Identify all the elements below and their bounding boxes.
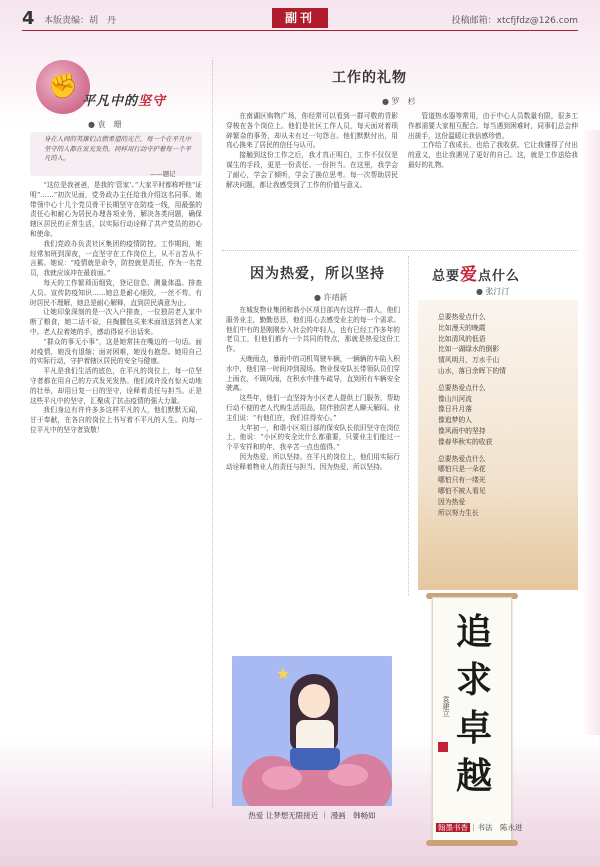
section-masthead: 副刊 — [272, 8, 328, 28]
calligraphy-signature: 袁建立 — [442, 696, 450, 717]
left-article-body — [30, 181, 202, 733]
scroll-rod-bottom — [426, 840, 518, 846]
paragraph: 让她印象深刻的是一次入户排查，一位独居老人家中断了粮食，她二话不说，自掏腰包买来米面油送到老人家中。老人拉着她的手，感动得说不出话来。 — [30, 308, 202, 336]
poem-author: ● 张汀汀 — [476, 287, 510, 296]
calligraphy-caption-tag: 翰墨书香 — [438, 823, 468, 832]
comic-illustration — [232, 656, 392, 806]
left-article-intro: 身在人间的英雄们点燃希望的光芒，每一个在平凡中坚守的人都在发光发热，同样用行动守护着每一个平凡的人。 — [44, 135, 191, 162]
love-article-body — [226, 306, 400, 648]
left-title-part2: 坚守 — [138, 94, 167, 109]
calligraphy-caption — [436, 822, 578, 833]
love-article-author: ● 许靖新 — [314, 293, 348, 302]
calligraphy-text — [452, 608, 496, 800]
poem-line: 所以努力生长 — [438, 508, 479, 517]
paragraph: 工作给了我成长，也给了我收获。它让我懂得了付出的意义，也让我遇见了更好的自己。这，就是工作送给我最好的礼物。 — [408, 141, 578, 169]
poem-line: 山水，落日余晖下的情 — [438, 366, 506, 375]
paragraph: “这位是我爸爸，是我的‘管家’。”大家平时都称呼他“证明”……”初次见面，党务政办主任给我介绍这名同事。她带领中心十几个党员骨干长期坚守在防疫一线，用最强的责任心和耐心为居民办理各项业务，解决各类问题，确保辖区居民的正常生活，以实际行动诠释了共产党员的初心和使命。 — [30, 181, 202, 238]
paragraph: 在南湖区购物广场，你经常可以看到一群可敬的背影穿梭在各个岗位上。他们是社区工作人员，每天面对着琐碎繁杂的事务，却从未有过一句怨言。他们默默付出，用真心换来了居民的信任与认可。 — [226, 112, 398, 150]
calligraphy-caption-rest: ｜书法 陈永进 — [470, 823, 523, 832]
calligraphy-char: 越 — [455, 755, 492, 797]
calligraphy-char: 追 — [455, 611, 492, 653]
paragraph: 在城发物业集团和谐小区项目部内有这样一群人，他们服务业主，勤勤恳恳，他们用心去感受业主的每一个需求。他们中有的是刚刚步入社会的年轻人，也有已经工作多年的老员工，但他们都有一个共同的特点，那就是热爱这份工作。 — [226, 306, 400, 354]
girl-face — [298, 684, 330, 718]
gift-article-body-col2 — [408, 112, 578, 242]
left-article-title — [82, 90, 166, 109]
poem-stanza — [438, 312, 570, 377]
calligraphy-char: 求 — [455, 659, 492, 701]
poem-line: 情风明月，万水千山 — [438, 356, 500, 365]
illustration-caption: 热爱 让梦想无限接近 ｜ 漫画 韩畅如 — [248, 811, 376, 820]
paragraph: 我们党政办负责社区集团的疫情防控。工作期间，她经常加班到深夜，一直坚守在工作岗位上，从不言苦从不言累。她说：“疫情就是命令，防控就是责任，作为一名党员，我就应该冲在最前面。” — [30, 239, 202, 278]
poem-line: 哪怕只是一朵花 — [438, 465, 486, 474]
poem-line: 哪怕只有一缕光 — [438, 476, 486, 485]
paragraph: 每天的工作繁琐而细致，登记信息、测量体温、排查人员、宣传防疫知识……她总是耐心细致，一丝不苟。有时居民不理解，她总是耐心解释，直到居民满意为止。 — [30, 278, 202, 307]
poem-title-highlight: 爱 — [460, 265, 479, 285]
submission-email: 投稿邮箱：xtcfjfdz@126.com — [451, 16, 578, 26]
poem-line: 像风雨中的坚持 — [438, 426, 486, 435]
poem-title-before: 总要 — [432, 269, 461, 284]
page-header — [0, 0, 600, 56]
intro-signature: ——题记 — [150, 170, 176, 178]
editor-credit: 本版责编：胡 丹 — [44, 16, 117, 26]
right-background — [582, 130, 600, 750]
paragraph: 平凡是我们生活的底色，在平凡的岗位上，每一位坚守者都在用自己的方式发光发热。他们或许没有惊天动地的壮举，却用日复一日的坚守，诠释着责任与担当。正是这些平凡中的坚守，汇聚成了抗击疫情的强大力量。 — [30, 367, 202, 405]
column-divider — [212, 60, 213, 808]
poem-line: 总要热爱点什么 — [438, 383, 486, 392]
left-article-author: ● 袁 珊 — [88, 120, 122, 129]
paragraph: 接触到这份工作之后，我才真正明白，工作不仅仅是谋生的手段，更是一份责任、一份担当。在这里，我学会了耐心，学会了倾听，学会了换位思考。每一次帮助居民解决问题，都让我感受到了工作的价值与意义。 — [226, 151, 398, 189]
cloud-highlight — [262, 766, 302, 790]
love-article-title: 因为热爱，所以坚持 — [250, 266, 385, 282]
paragraph: 管道热水器等常用，由于中心人员数量有限，很多工作都需要大家相互配合。每当遇到困难时，同事们总会伸出援手，这份温暖让我倍感珍惜。 — [408, 112, 578, 140]
calligraphy-char: 卓 — [455, 707, 492, 749]
poem-stanza — [438, 383, 570, 448]
poem-line: 比如清风的低语 — [438, 334, 486, 343]
poem-line: 像日升月落 — [438, 405, 472, 414]
poem-body — [438, 312, 570, 524]
left-title-part1: 平凡中的 — [82, 94, 139, 109]
poem-line: 像春华秋实的收获 — [438, 437, 493, 446]
paragraph: 这些年，他们一直坚持为小区老人提供上门服务，帮助行动不便的老人代购生活用品，陪伴独居老人聊天解闷。业主们说：“有他们在，我们住得安心。” — [226, 394, 400, 422]
gift-article-author: ● 罗 杉 — [382, 97, 416, 106]
poem-title-after: 点什么 — [478, 269, 521, 284]
header-rule — [22, 30, 578, 31]
gift-article-title: 工作的礼物 — [332, 70, 407, 86]
poem-stanza — [438, 454, 570, 519]
paragraph: 天晚雨点，暴雨中的司机驾驶车辆，一辆辆的车陷入积水中，他们第一时间冲到现场。物业保安队长带领队员们穿上雨衣，不顾风雨，在积水中推车疏导，直到所有车辆安全驶离。 — [226, 354, 400, 393]
poem-line: 哪怕不被人看见 — [438, 486, 486, 495]
raised-fist-icon: ✊ — [48, 72, 78, 100]
column-divider — [408, 256, 409, 596]
paragraph: 大年初一，和谐小区项目部的保安队长依旧坚守在岗位上，他说：“小区的安全比什么都重要，只要业主们能过一个平安祥和的年，我辛苦一点也值得。” — [226, 423, 400, 452]
paragraph: 因为热爱，所以坚持。在平凡的岗位上，他们用实际行动诠释着物业人的责任与担当。因为热爱，所以坚持。 — [226, 452, 400, 471]
poem-line: 比如一湖绿水的倒影 — [438, 345, 500, 354]
paragraph: 我们身边有许许多多这样平凡的人，他们默默无闻，甘于奉献，在各自的岗位上书写着不平凡的人生。向每一位平凡中的坚守者致敬！ — [30, 406, 202, 434]
poem-line: 像山川河流 — [438, 394, 472, 403]
poem-line: 比如漫天的晚霞 — [438, 323, 486, 332]
poem-title — [432, 260, 520, 285]
red-seal-stamp — [438, 742, 448, 752]
girl-skirt — [290, 748, 340, 770]
gift-article-body-col1 — [226, 112, 398, 242]
poem-line: 像追梦的人 — [438, 416, 472, 425]
poem-line: 因为热爱 — [438, 497, 466, 506]
paragraph: “群众的事无小事”，这是她常挂在嘴边的一句话。面对疫情，她没有退缩；面对困难，她没有抱怨。她用自己的实际行动，守护着辖区居民的安全与健康。 — [30, 337, 202, 366]
page-number: 4 — [22, 8, 35, 29]
poem-line: 总要热爱点什么 — [438, 454, 486, 463]
section-divider — [222, 250, 578, 251]
poem-line: 总要热爱点什么 — [438, 313, 486, 321]
star-icon: ★ — [276, 664, 291, 683]
